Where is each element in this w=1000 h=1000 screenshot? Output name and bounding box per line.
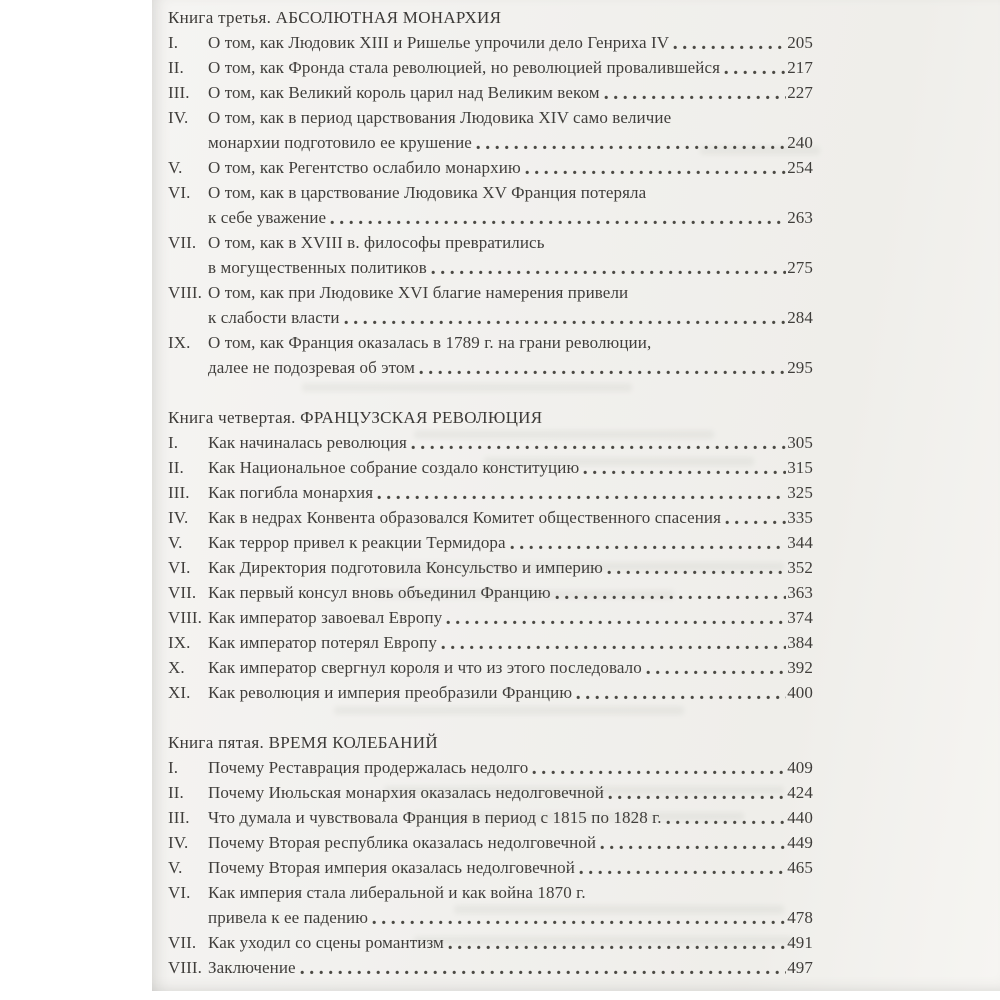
entry-title: О том, как в XVIII в. философы превратились	[208, 233, 545, 252]
toc-entry-line	[168, 455, 813, 480]
dot-leader	[441, 645, 786, 650]
dot-leader	[377, 495, 786, 500]
toc-entry-line	[168, 80, 813, 105]
entry-numeral: VII.	[168, 583, 197, 602]
dot-leader	[725, 520, 786, 525]
entry-page-number: 449	[787, 833, 813, 852]
toc-entry-line	[168, 105, 813, 130]
entry-numeral: V.	[168, 158, 183, 177]
entry-page-number: 424	[787, 783, 813, 802]
entry-numeral: III.	[168, 483, 190, 502]
entry-page-number: 284	[787, 308, 813, 327]
entry-page-number: 363	[787, 583, 813, 602]
entry-title: Заключение	[208, 958, 296, 977]
entry-numeral: I.	[168, 433, 179, 452]
toc-section	[168, 5, 813, 380]
toc-entry-line	[168, 830, 813, 855]
section-heading: Книга четвертая. ФРАНЦУЗСКАЯ РЕВОЛЮЦИЯ	[168, 408, 543, 427]
entry-page-number: 384	[787, 633, 813, 652]
entry-title: Как погибла монархия	[208, 483, 374, 502]
entry-title: О том, как Фронда стала революцией, но революцией провалившейся	[208, 58, 721, 77]
entry-page-number: 392	[787, 658, 813, 677]
entry-numeral: VIII.	[168, 283, 203, 302]
dot-leader	[555, 595, 787, 600]
entry-title: Как император свергнул короля и что из этого последовало	[208, 658, 642, 677]
entry-title: Почему Реставрация продержалась недолго	[208, 758, 529, 777]
entry-title: привела к ее падению	[208, 908, 369, 927]
toc-entry-line	[168, 280, 813, 305]
toc-entry-line	[168, 905, 813, 930]
book-page	[152, 0, 1000, 991]
entry-title: Почему Вторая империя оказалась недолговечной	[208, 858, 575, 877]
entry-title: О том, как в период царствования Людовика XIV само величие	[208, 108, 672, 127]
dot-leader	[579, 870, 786, 875]
entry-numeral: IV.	[168, 508, 189, 527]
entry-title: к себе уважение	[208, 208, 327, 227]
entry-title: О том, как Регентство ослабило монархию	[208, 158, 521, 177]
entry-numeral: VII.	[168, 933, 197, 952]
toc-entry-line	[168, 205, 813, 230]
toc-entry-line	[168, 930, 813, 955]
toc-section	[168, 730, 813, 980]
entry-page-number: 205	[787, 33, 813, 52]
toc-entry-line	[168, 330, 813, 355]
dot-leader	[300, 970, 786, 975]
dot-leader	[532, 770, 786, 775]
section-heading: Книга пятая. ВРЕМЯ КОЛЕБАНИЙ	[168, 733, 438, 752]
dot-leader	[419, 370, 786, 375]
toc-entry-line	[168, 955, 813, 980]
toc-entry-line	[168, 155, 813, 180]
entry-title: Что думала и чувствовала Франция в период с 1815 по 1828 г.	[208, 808, 662, 827]
entry-numeral: VI.	[168, 883, 191, 902]
toc-entry-line	[168, 630, 813, 655]
entry-title: Как террор привел к реакции Термидора	[208, 533, 506, 552]
dot-leader	[583, 470, 786, 475]
toc-entry-line	[168, 680, 813, 705]
entry-numeral: VI.	[168, 183, 191, 202]
entry-title: далее не подозревая об этом	[208, 358, 416, 377]
entry-page-number: 240	[787, 133, 813, 152]
toc-entry-line	[168, 30, 813, 55]
entry-title: Как начиналась революция	[208, 433, 407, 452]
entry-title: монархии подготовило ее крушение	[208, 133, 472, 152]
entry-numeral: IV.	[168, 108, 189, 127]
entry-numeral: V.	[168, 858, 183, 877]
entry-page-number: 352	[787, 558, 813, 577]
entry-numeral: IV.	[168, 833, 189, 852]
entry-title: Почему Июльская монархия оказалась недолговечной	[208, 783, 604, 802]
dot-leader	[448, 945, 786, 950]
dot-leader	[666, 820, 787, 825]
toc-entry-line	[168, 130, 813, 155]
toc-entry-line	[168, 555, 813, 580]
entry-title: О том, как Франция оказалась в 1789 г. на грани революции,	[208, 333, 652, 352]
entry-numeral: IX.	[168, 333, 191, 352]
entry-title: Как в недрах Конвента образовался Комитет общественного спасения	[208, 508, 722, 527]
entry-title: Как император завоевал Европу	[208, 608, 443, 627]
entry-title: Как Национальное собрание создало конституцию	[208, 458, 580, 477]
toc-entry-line	[168, 305, 813, 330]
toc-entry-line	[168, 505, 813, 530]
toc-entry-line	[168, 480, 813, 505]
entry-page-number: 335	[787, 508, 813, 527]
toc-entry-line	[168, 605, 813, 630]
entry-page-number: 400	[787, 683, 813, 702]
entry-numeral: VIII.	[168, 608, 203, 627]
entry-page-number: 478	[787, 908, 813, 927]
dot-leader	[344, 320, 787, 325]
dot-leader	[476, 145, 786, 150]
entry-title: Как Директория подготовила Консульство и империю	[208, 558, 603, 577]
entry-title: О том, как в царствование Людовика XV Франция потеряла	[208, 183, 647, 202]
entry-title: Как империя стала либеральной и как война 1870 г.	[208, 883, 586, 902]
toc-entry-line	[168, 580, 813, 605]
toc-entry-line	[168, 880, 813, 905]
dot-leader	[607, 570, 786, 575]
entry-page-number: 315	[787, 458, 813, 477]
dot-leader	[724, 70, 786, 75]
dot-leader	[525, 170, 786, 175]
entry-page-number: 344	[787, 533, 813, 552]
entry-numeral: I.	[168, 758, 179, 777]
entry-title: Как первый консул вновь объединил Францию	[208, 583, 551, 602]
entry-page-number: 409	[787, 758, 813, 777]
toc-entry-line	[168, 755, 813, 780]
entry-page-number: 491	[787, 933, 813, 952]
entry-numeral: XI.	[168, 683, 191, 702]
entry-title: Как революция и империя преобразили Францию	[208, 683, 573, 702]
entry-numeral: III.	[168, 83, 190, 102]
toc-entry-line	[168, 430, 813, 455]
dot-leader	[446, 620, 786, 625]
entry-numeral: VI.	[168, 558, 191, 577]
entry-title: в могущественных политиков	[208, 258, 427, 277]
toc-entry-line	[168, 180, 813, 205]
entry-page-number: 275	[787, 258, 813, 277]
toc	[168, 5, 813, 980]
dot-leader	[608, 795, 786, 800]
entry-page-number: 217	[787, 58, 813, 77]
dot-leader	[576, 695, 786, 700]
entry-page-number: 374	[787, 608, 813, 627]
dot-leader	[673, 45, 786, 50]
toc-entry-line	[168, 805, 813, 830]
entry-page-number: 440	[787, 808, 813, 827]
entry-title: О том, как Великий король царил над Великим веком	[208, 83, 600, 102]
entry-page-number: 254	[787, 158, 813, 177]
entry-numeral: II.	[168, 58, 184, 77]
dot-leader	[330, 220, 786, 225]
entry-numeral: IX.	[168, 633, 191, 652]
entry-title: О том, как Людовик XIII и Ришелье упрочили дело Генриха IV	[208, 33, 670, 52]
entry-numeral: II.	[168, 783, 184, 802]
entry-page-number: 305	[787, 433, 813, 452]
section-heading: Книга третья. АБСОЛЮТНАЯ МОНАРХИЯ	[168, 8, 502, 27]
entry-page-number: 497	[787, 958, 813, 977]
entry-title: Почему Вторая республика оказалась недолговечной	[208, 833, 597, 852]
entry-title: Как уходил со сцены романтизм	[208, 933, 444, 952]
toc-entry-line	[168, 55, 813, 80]
dot-leader	[372, 920, 786, 925]
toc-entry-line	[168, 780, 813, 805]
entry-numeral: I.	[168, 33, 179, 52]
entry-page-number: 263	[787, 208, 813, 227]
entry-numeral: III.	[168, 808, 190, 827]
dot-leader	[411, 445, 786, 450]
entry-page-number: 465	[787, 858, 813, 877]
toc-entry-line	[168, 230, 813, 255]
toc-entry-line	[168, 530, 813, 555]
dot-leader	[646, 670, 786, 675]
entry-page-number: 325	[787, 483, 813, 502]
toc-entry-line	[168, 855, 813, 880]
toc-section	[168, 405, 813, 705]
entry-page-number: 227	[787, 83, 813, 102]
entry-numeral: VII.	[168, 233, 197, 252]
dot-leader	[604, 95, 787, 100]
entry-title: О том, как при Людовике XVI благие намерения привели	[208, 283, 629, 302]
entry-title: к слабости власти	[208, 308, 340, 327]
dot-leader	[510, 545, 787, 550]
toc-entry-line	[168, 655, 813, 680]
dot-leader	[431, 270, 786, 275]
toc-entry-line	[168, 255, 813, 280]
entry-numeral: VIII.	[168, 958, 203, 977]
entry-title: Как император потерял Европу	[208, 633, 437, 652]
entry-numeral: X.	[168, 658, 185, 677]
entry-numeral: II.	[168, 458, 184, 477]
entry-page-number: 295	[787, 358, 813, 377]
entry-numeral: V.	[168, 533, 183, 552]
toc-entry-line	[168, 355, 813, 380]
dot-leader	[600, 845, 786, 850]
